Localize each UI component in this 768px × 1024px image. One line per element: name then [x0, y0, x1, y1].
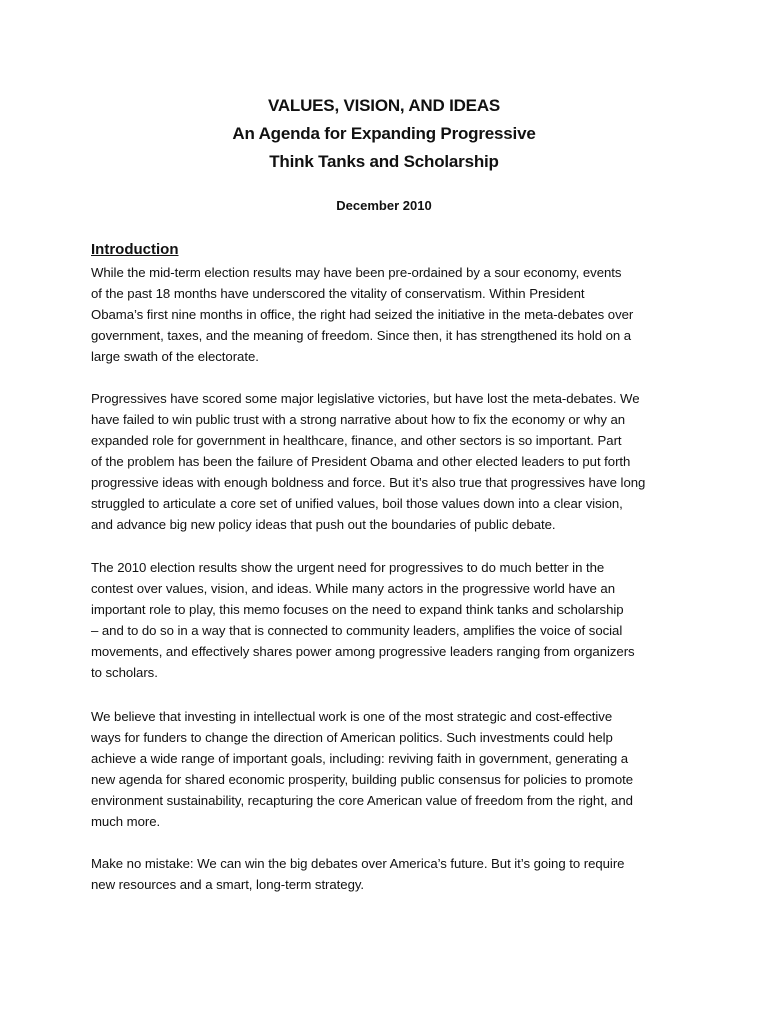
text-line: progressive ideas with enough boldness and force. But it’s also true that progressives have long — [91, 475, 646, 490]
text-line: new resources and a smart, long-term strategy. — [91, 877, 365, 892]
title-line: VALUES, VISION, AND IDEAS — [267, 96, 501, 115]
text-line: government, taxes, and the meaning of freedom. Since then, it has strengthened its hold on a — [91, 328, 632, 343]
text-line: environment sustainability, recapturing the core American value of freedom from the right, and — [91, 793, 633, 808]
text-line: expanded role for government in healthcare, finance, and other sectors is so important. Part — [91, 433, 622, 448]
text-line: have failed to win public trust with a strong narrative about how to fix the economy or why an — [91, 412, 626, 427]
text-line: much more. — [91, 814, 161, 829]
text-line: large swath of the electorate. — [91, 349, 259, 364]
text-line: achieve a wide range of important goals, including: reviving faith in government, generating a — [91, 751, 629, 766]
section-heading-introduction: Introduction — [91, 241, 179, 258]
subtitle-line: An Agenda for Expanding Progressive — [232, 124, 536, 143]
text-line: to scholars. — [91, 665, 158, 680]
paragraph — [91, 853, 624, 895]
paragraph — [91, 262, 633, 367]
text-line: ways for funders to change the direction of American politics. Such investments could help — [91, 730, 613, 745]
text-line: – and to do so in a way that is connected to community leaders, amplifies the voice of social — [91, 623, 623, 638]
text-line: and advance big new policy ideas that push out the boundaries of public debate. — [91, 517, 556, 532]
text-line: of the problem has been the failure of President Obama and other elected leaders to put forth — [91, 454, 631, 469]
text-line: Make no mistake: We can win the big debates over America’s future. But it’s going to require — [91, 856, 625, 871]
document-date: December 2010 — [336, 198, 432, 213]
text-line: of the past 18 months have underscored the vitality of conservatism. Within President — [91, 286, 585, 301]
paragraph — [91, 388, 645, 535]
subtitle-line: Think Tanks and Scholarship — [269, 152, 499, 171]
text-line: struggled to articulate a core set of unified values, boil those values down into a clear vision, — [91, 496, 623, 511]
text-line: movements, and effectively shares power among progressive leaders ranging from organizers — [91, 644, 635, 659]
text-line: Progressives have scored some major legislative victories, but have lost the meta-debates. We — [91, 391, 640, 406]
document-title — [0, 92, 768, 176]
paragraph — [91, 557, 635, 683]
text-line: Obama’s first nine months in office, the right had seized the initiative in the meta-debates over — [91, 307, 634, 322]
text-line: We believe that investing in intellectual work is one of the most strategic and cost-effective — [91, 709, 613, 724]
text-line: contest over values, vision, and ideas. While many actors in the progressive world have an — [91, 581, 615, 596]
text-line: While the mid-term election results may have been pre-ordained by a sour economy, events — [91, 265, 622, 280]
paragraph — [91, 706, 633, 832]
text-line: The 2010 election results show the urgent need for progressives to do much better in the — [91, 560, 605, 575]
text-line: important role to play, this memo focuses on the need to expand think tanks and scholarship — [91, 602, 624, 617]
text-line: new agenda for shared economic prosperity, building public consensus for policies to promote — [91, 772, 634, 787]
